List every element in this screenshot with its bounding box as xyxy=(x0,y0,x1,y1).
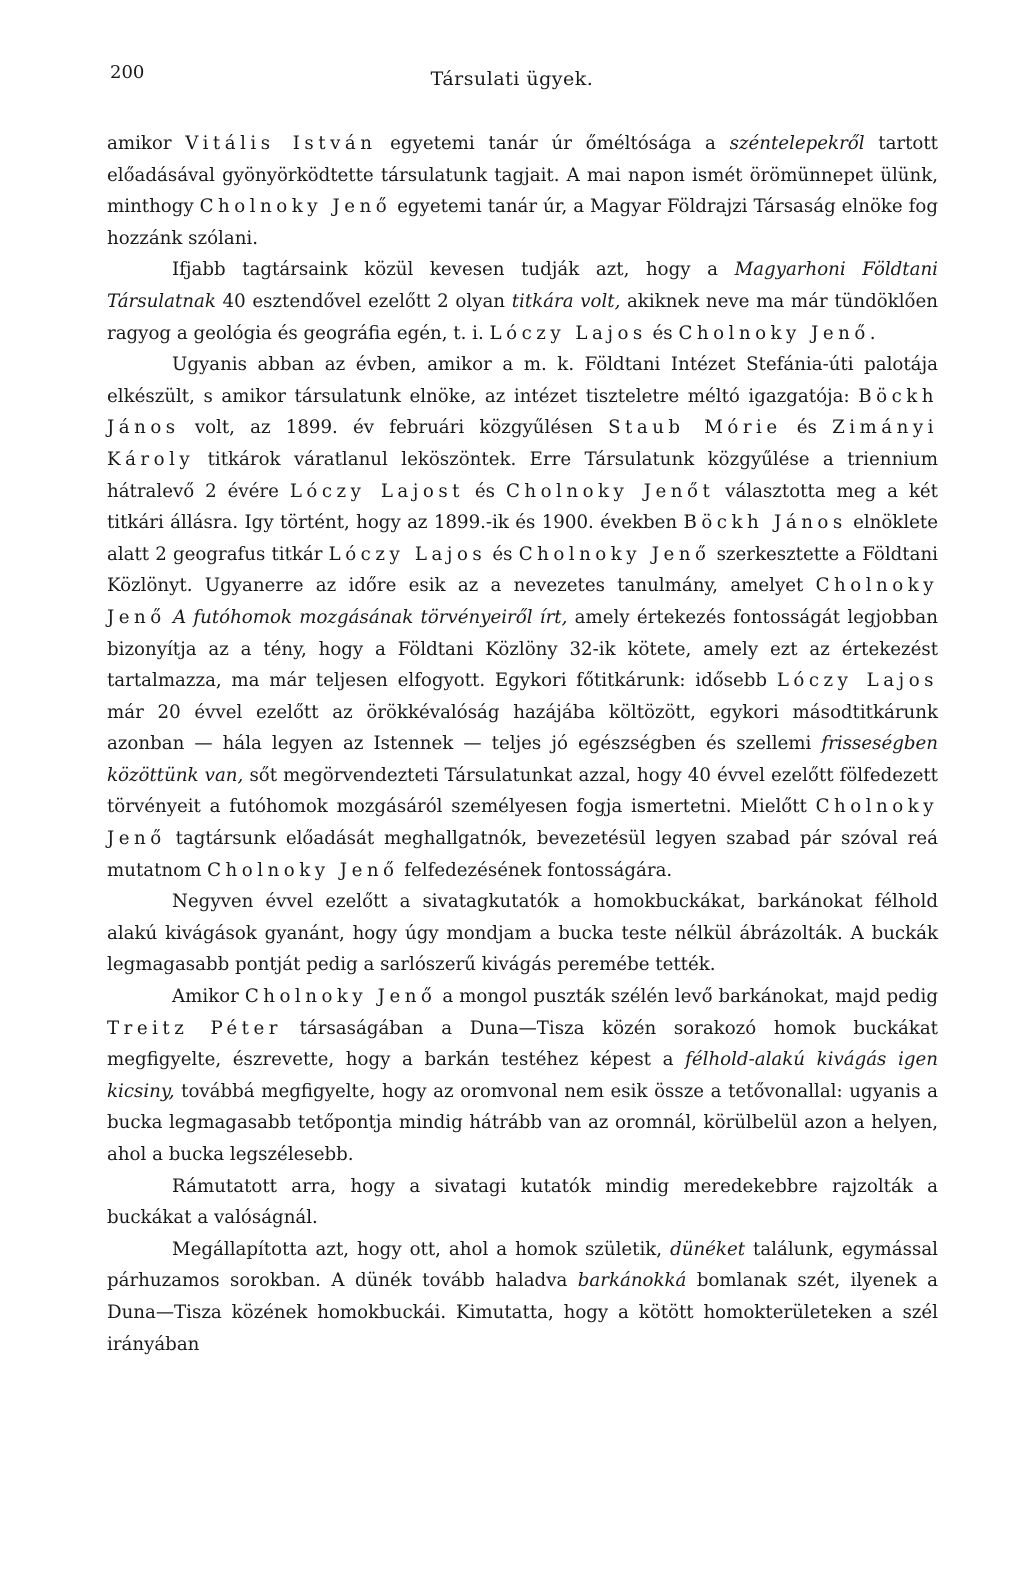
person-name: Staub Mórie xyxy=(608,417,782,439)
person-name: Lóczy Lajos xyxy=(776,670,938,692)
person-name: Cholnoky Jenő xyxy=(244,986,437,1008)
person-name: Böckh János xyxy=(683,512,847,534)
text-run: bomlanak szét, ilyenek a Duna—Tisza közének homokbuckái. Kimutatta, hogy a kötött homokterületeken a szél irányában xyxy=(107,1270,939,1355)
italic-term: titkára volt, xyxy=(511,290,621,312)
italic-term: barkánokká xyxy=(577,1270,687,1292)
text-run: egyetemi tanár úr, a Magyar Földrajzi Társaság elnöke fog hozzánk szólani. xyxy=(107,196,938,249)
text-run: találunk, egymással párhuzamos sorokban. A dünék tovább haladva xyxy=(107,1238,938,1292)
person-name: Lóczy Lajost xyxy=(289,480,464,502)
text-run: továbbá megfigyelte, hogy az oromvonal nem esik össze a tetővonallal: ugyanis a bucka legmagasabb tetőpontja mindig hátrább van az oromnál, körülbelül azon a helyen, ahol a bucka legszélesebb. xyxy=(107,1080,938,1165)
person-name: Böckh János xyxy=(107,385,938,439)
person-name: Cholnoky Jenő xyxy=(199,196,392,218)
text-run: Negyven évvel ezelőtt a sivatagkutatók a homokbuckákat, barkánokat félhold alakú kivágások gyanánt, hogy úgy mondjam a bucka teste nélkül ábrázolták. A buckák legmagasabb pontját pedig a sarlószerű kivágás peremébe tették. xyxy=(107,891,938,976)
text-run: amely értekezés fontosságát legjobban bizonyítja az a tény, hogy a Földtani Közlöny 32-ik kötete, amely ezt az értekezést tartalmazza, ma már teljesen elfogyott. Egykori főtitkárunk: idősebb xyxy=(107,606,938,692)
text-run: elnöklete alatt 2 geografus titkár xyxy=(107,512,938,565)
text-run: 40 esztendővel ezelőtt 2 olyan xyxy=(222,290,506,312)
text-run: és xyxy=(652,322,673,344)
person-name: Cholnoky Jenő. xyxy=(678,322,881,344)
text-run: tagtársunk előadását meghallgatnók, bevezetésül legyen szabad pár szóval reá mutatnom xyxy=(107,828,938,881)
text-run: választotta meg a két titkári állásra. Igy történt, hogy az 1899.-ik és 1900. években xyxy=(107,480,938,534)
italic-term: dünéket xyxy=(670,1238,746,1260)
person-name: Cholnoky Jenő xyxy=(207,859,399,881)
paragraph-5 xyxy=(107,981,938,1171)
text-run: Ifjabb tagtársaink közül kevesen tudják azt, hogy a xyxy=(172,259,718,281)
body-text xyxy=(107,128,938,1360)
italic-term: széntelepekről xyxy=(729,133,865,154)
page-number: 200 xyxy=(110,62,145,83)
text-run: Amikor xyxy=(172,986,239,1008)
paragraph-4 xyxy=(107,886,938,981)
text-run: titkárok váratlanul leköszöntek. Erre Társulatunk közgyűlése a triennium hátralevő 2 évére xyxy=(107,448,938,502)
person-name: Cholnoky Jenő xyxy=(107,796,938,850)
person-name: Treitz Péter xyxy=(107,1017,282,1039)
paragraph-3 xyxy=(107,349,938,886)
person-name: Cholnoky Jenőt xyxy=(505,480,715,502)
paragraph-2 xyxy=(107,254,938,349)
text-run: sőt megörvendezteti Társulatunkat azzal, hogy 40 évvel ezelőtt fölfedezett törvényeit a futóhomok mozgásáról személyesen fogja ismertetni. Mielőtt xyxy=(107,764,938,818)
text-run: egyetemi tanár úr őméltósága a xyxy=(390,133,716,154)
person-name: Vitális István xyxy=(185,133,377,154)
text-run: Rámutatott arra, hogy a sivatagi kutatók mindig meredekebbre rajzolták a buckákat a valóságnál. xyxy=(107,1175,938,1229)
text-run: és xyxy=(474,480,496,502)
italic-title: A futóhomok mozgásának törvényeiről írt, xyxy=(172,606,568,628)
text-run: társaságában a Duna—Tisza közén sorakozó homok buckákat megfigyelte, észrevette, hogy a barkán testéhez képest a xyxy=(107,1017,938,1071)
text-run: Megállapította azt, hogy ott, ahol a homok születik, xyxy=(172,1238,663,1260)
text-run: szerkesztette a Földtani Közlönyt. Ugyanerre az időre esik az a nevezetes tanulmány, amelyet xyxy=(107,543,938,597)
person-name: Lóczy Lajos xyxy=(489,322,647,344)
text-run: a mongol puszták szélén levő barkánokat, majd pedig xyxy=(442,986,938,1008)
text-run: akiknek neve ma már tündöklően ragyog a geológia és geográfia egén, t. i. xyxy=(107,290,938,344)
person-name: Zimányi Károly xyxy=(107,417,938,470)
paragraph-7 xyxy=(107,1234,938,1360)
text-run: amikor xyxy=(107,133,172,154)
text-run: felfedezésének fontosságára. xyxy=(404,859,673,881)
text-run: volt, az 1899. év februári közgyűlésen xyxy=(194,417,593,439)
text-run: és xyxy=(796,417,817,439)
italic-term: félhold-alakú kivágás igen kicsiny, xyxy=(107,1049,938,1102)
italic-term: frisseségben közöttünk van, xyxy=(107,733,938,786)
person-name: Cholnoky Jenő xyxy=(107,575,938,628)
text-run: tartott előadásával gyönyörködtette társulatunk tagjait. A mai napon ismét örömünnepet ülünk, minthogy xyxy=(107,133,938,218)
text-run: már 20 évvel ezelőtt az örökkévalóság hazájába költözött, egykori másodtitkárunk azonban — hála legyen az Istennek — teljes jó egészségben és szellemi xyxy=(107,701,938,755)
paragraph-6 xyxy=(107,1171,938,1234)
italic-term: Magyarhoni Földtani Társulatnak xyxy=(107,259,938,312)
text-run: és xyxy=(492,543,513,565)
running-head: Társulati ügyek. xyxy=(430,68,594,90)
paragraph-1 xyxy=(107,128,938,254)
text-run: Ugyanis abban az évben, amikor a m. k. Földtani Intézet Stefánia-úti palotája elkészült, s amikor társulatunk elnöke, az intézet tiszteletre méltó igazgatója: xyxy=(107,354,938,407)
person-name: Cholnoky Jenő xyxy=(518,543,711,565)
person-name: Lóczy Lajos xyxy=(328,543,487,565)
